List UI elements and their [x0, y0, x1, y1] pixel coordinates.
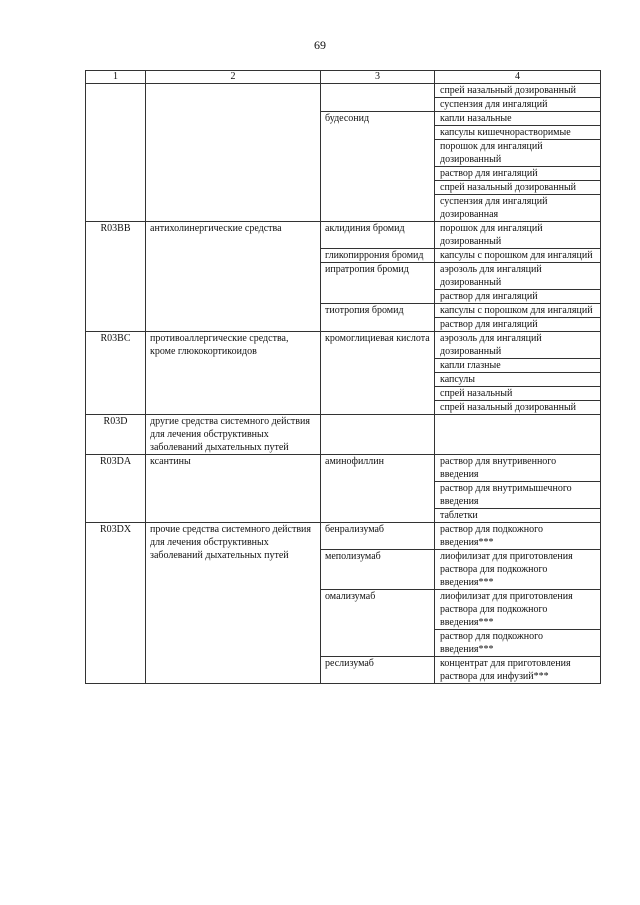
substance-name-cell: будесонид	[321, 112, 435, 222]
substance-name-cell: аминофиллин	[321, 455, 435, 523]
dosage-form-cell: таблетки	[435, 509, 601, 523]
substance-name-cell	[321, 415, 435, 455]
dosage-form-cell: концентрат для приготовления раствора для инфузий***	[435, 657, 601, 684]
table-row	[86, 332, 601, 359]
group-name-cell: прочие средства системного действия для лечения обструктивных заболеваний дыхательных путей	[146, 523, 321, 684]
dosage-form-cell: порошок для ингаляций дозированный	[435, 222, 601, 249]
dosage-form-cell: капсулы с порошком для ингаляций	[435, 249, 601, 263]
dosage-form-cell: спрей назальный	[435, 387, 601, 401]
dosage-form-cell: спрей назальный дозированный	[435, 181, 601, 195]
dosage-form-cell: раствор для подкожного введения***	[435, 523, 601, 550]
dosage-form-cell: капсулы	[435, 373, 601, 387]
dosage-form-cell	[435, 415, 601, 455]
dosage-form-cell: капли глазные	[435, 359, 601, 373]
dosage-form-cell: спрей назальный дозированный	[435, 84, 601, 98]
dosage-form-cell: раствор для подкожного введения***	[435, 630, 601, 657]
substance-name-cell: тиотропия бромид	[321, 304, 435, 332]
dosage-form-cell: лиофилизат для приготовления раствора для подкожного введения***	[435, 590, 601, 630]
atc-code-cell: R03DX	[86, 523, 146, 684]
atc-code-cell	[86, 84, 146, 222]
dosage-form-cell: капсулы с порошком для ингаляций	[435, 304, 601, 318]
table-row	[86, 222, 601, 249]
atc-code-cell: R03DA	[86, 455, 146, 523]
dosage-form-cell: капсулы кишечнорастворимые	[435, 126, 601, 140]
dosage-form-cell: капли назальные	[435, 112, 601, 126]
dosage-form-cell: спрей назальный дозированный	[435, 401, 601, 415]
dosage-form-cell: раствор для ингаляций	[435, 318, 601, 332]
dosage-form-cell: раствор для внутримышечного введения	[435, 482, 601, 509]
column-header: 1	[86, 71, 146, 84]
dosage-form-cell: порошок для ингаляций дозированный	[435, 140, 601, 167]
substance-name-cell: аклидиния бромид	[321, 222, 435, 249]
substance-name-cell: омализумаб	[321, 590, 435, 657]
substance-name-cell: меполизумаб	[321, 550, 435, 590]
dosage-form-cell: раствор для ингаляций	[435, 167, 601, 181]
group-name-cell: противоаллергические средства, кроме глюкокортикоидов	[146, 332, 321, 415]
group-name-cell: ксантины	[146, 455, 321, 523]
table-row	[86, 523, 601, 550]
table-row	[86, 455, 601, 482]
dosage-form-cell: суспензия для ингаляций	[435, 98, 601, 112]
substance-name-cell: реслизумаб	[321, 657, 435, 684]
medication-table	[85, 70, 601, 684]
dosage-form-cell: аэрозоль для ингаляций дозированный	[435, 332, 601, 359]
group-name-cell: другие средства системного действия для лечения обструктивных заболеваний дыхательных путей	[146, 415, 321, 455]
dosage-form-cell: раствор для внутривенного введения	[435, 455, 601, 482]
substance-name-cell	[321, 84, 435, 112]
page-number: 69	[314, 38, 326, 52]
table-header-row	[86, 71, 601, 84]
dosage-form-cell: суспензия для ингаляций дозированная	[435, 195, 601, 222]
atc-code-cell: R03BB	[86, 222, 146, 332]
column-header: 4	[435, 71, 601, 84]
group-name-cell: антихолинергические средства	[146, 222, 321, 332]
substance-name-cell: гликопиррония бромид	[321, 249, 435, 263]
substance-name-cell: кромоглициевая кислота	[321, 332, 435, 415]
substance-name-cell: ипратропия бромид	[321, 263, 435, 304]
dosage-form-cell: лиофилизат для приготовления раствора для подкожного введения***	[435, 550, 601, 590]
dosage-form-cell: аэрозоль для ингаляций дозированный	[435, 263, 601, 290]
table-row	[86, 84, 601, 98]
dosage-form-cell: раствор для ингаляций	[435, 290, 601, 304]
group-name-cell	[146, 84, 321, 222]
atc-code-cell: R03BC	[86, 332, 146, 415]
column-header: 3	[321, 71, 435, 84]
table-row	[86, 415, 601, 455]
table-body	[86, 71, 601, 684]
column-header: 2	[146, 71, 321, 84]
atc-code-cell: R03D	[86, 415, 146, 455]
substance-name-cell: бенрализумаб	[321, 523, 435, 550]
